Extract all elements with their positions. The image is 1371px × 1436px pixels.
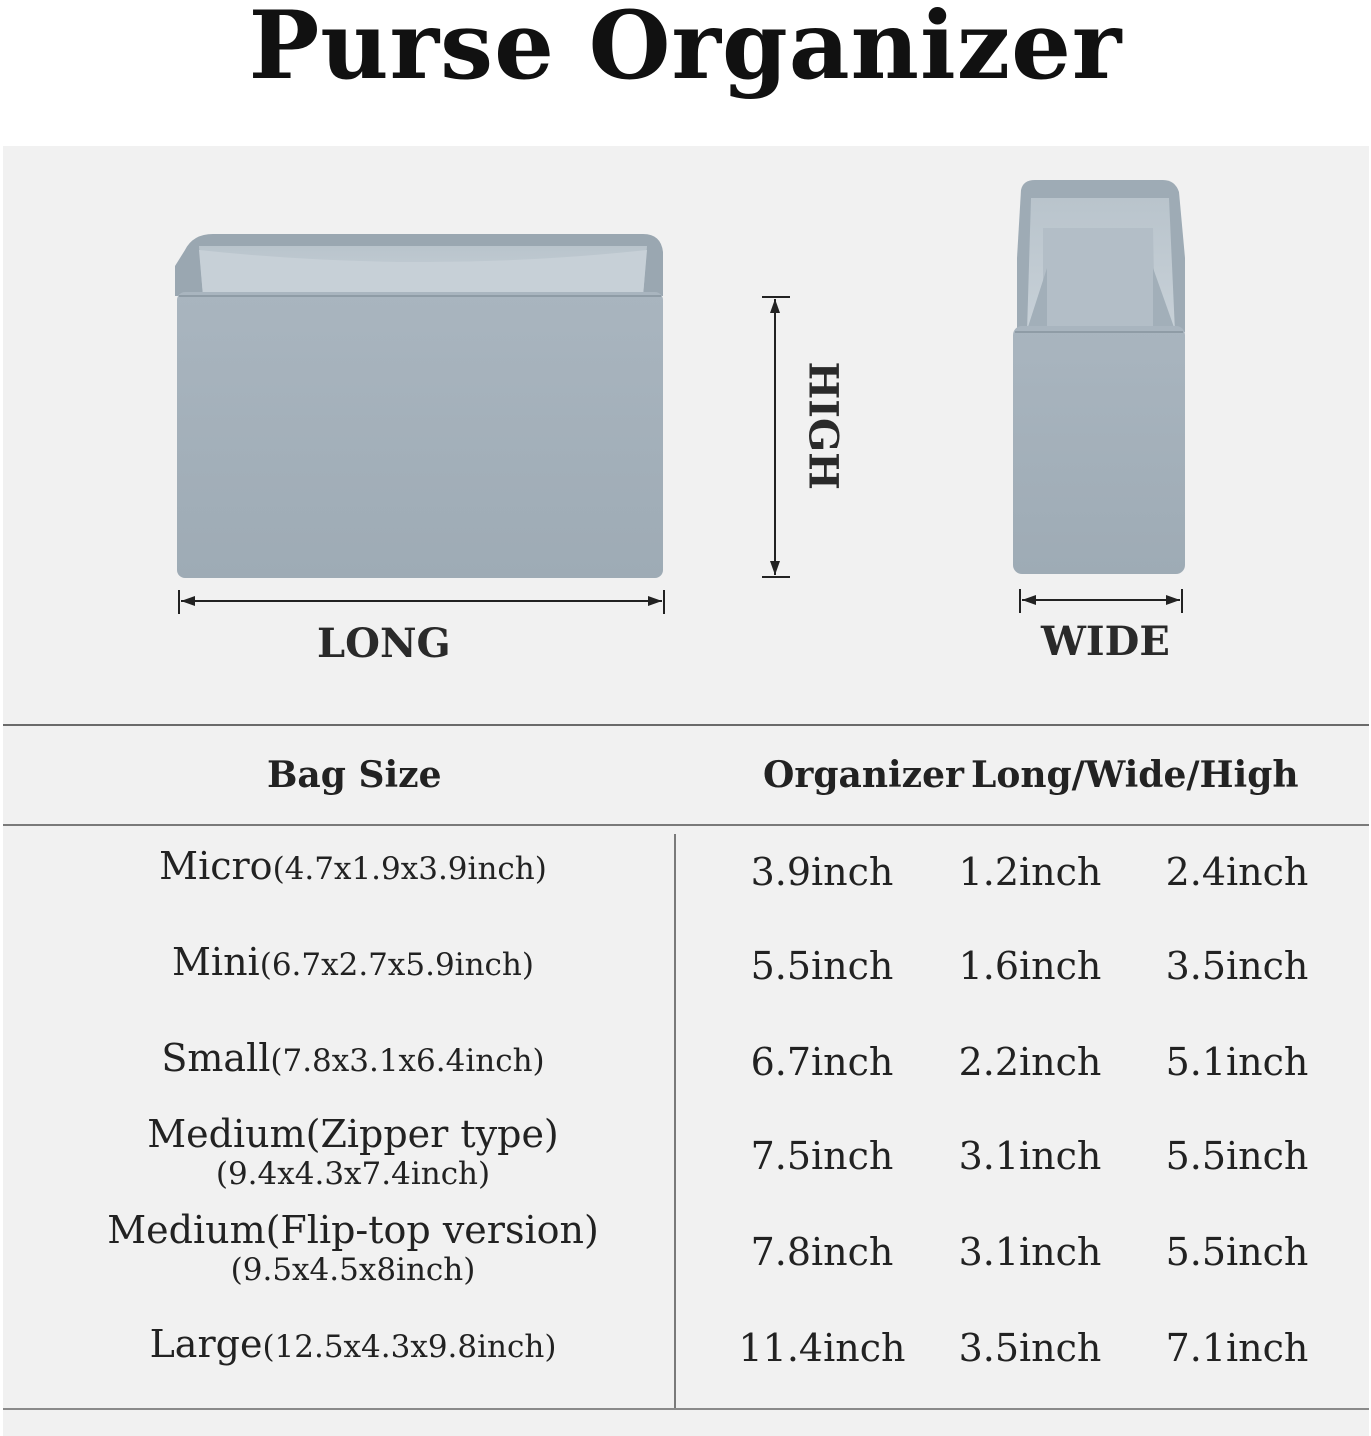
row-high: 5.5inch	[1165, 1230, 1309, 1274]
row-wide: 2.2inch	[958, 1040, 1102, 1084]
row-wide: 3.5inch	[958, 1326, 1102, 1370]
row-name: Small	[161, 1036, 271, 1080]
wide-label: WIDE	[1041, 618, 1170, 665]
row-long: 7.5inch	[750, 1134, 894, 1178]
wide-dimension-arrow	[1020, 589, 1182, 613]
page-title: Purse Organizer	[248, 0, 1123, 101]
row-size: (12.5x4.3x9.8inch)	[262, 1329, 557, 1365]
row-long: 7.8inch	[750, 1230, 894, 1274]
row-long: 6.7inch	[750, 1040, 894, 1084]
long-dimension-arrow	[179, 590, 664, 614]
row-high: 5.1inch	[1165, 1040, 1309, 1084]
row-wide: 3.1inch	[958, 1134, 1102, 1178]
high-dimension-arrow	[762, 297, 790, 577]
row-name: Medium(Zipper type)	[147, 1112, 559, 1156]
organizer-side-view	[1013, 180, 1185, 574]
content-panel	[3, 146, 1369, 1436]
long-label: LONG	[317, 620, 451, 667]
header-bag-size: Bag Size	[267, 754, 442, 796]
table-header-divider	[3, 824, 1369, 826]
header-dimensions: Long/Wide/High	[971, 754, 1299, 796]
row-high: 3.5inch	[1165, 944, 1309, 988]
row-size: (9.5x4.5x8inch)	[230, 1252, 476, 1288]
row-wide: 3.1inch	[958, 1230, 1102, 1274]
table-bottom-divider	[3, 1408, 1369, 1410]
row-high: 2.4inch	[1165, 850, 1309, 894]
row-long: 5.5inch	[750, 944, 894, 988]
row-size: (4.7x1.9x3.9inch)	[272, 851, 547, 887]
table-row-label	[3, 940, 703, 984]
row-name: Micro	[159, 844, 273, 888]
row-name: Mini	[172, 940, 260, 984]
row-wide: 1.6inch	[958, 944, 1102, 988]
organizer-front-view	[175, 234, 663, 578]
row-long: 3.9inch	[750, 850, 894, 894]
row-wide: 1.2inch	[958, 850, 1102, 894]
row-size: (7.8x3.1x6.4inch)	[270, 1043, 545, 1079]
table-row-label	[3, 1322, 703, 1366]
header-organizer: Organizer	[763, 754, 964, 796]
table-row-label	[3, 1208, 703, 1288]
row-high: 5.5inch	[1165, 1134, 1309, 1178]
table-row-label	[3, 1036, 703, 1080]
table-row-label	[3, 1112, 703, 1192]
high-label: HIGH	[799, 361, 847, 490]
table-row-label	[3, 844, 703, 888]
row-size: (9.4x4.3x7.4inch)	[215, 1156, 491, 1192]
row-name: Medium(Flip-top version)	[107, 1208, 599, 1252]
row-high: 7.1inch	[1165, 1326, 1309, 1370]
row-size: (6.7x2.7x5.9inch)	[259, 947, 534, 983]
row-long: 11.4inch	[738, 1326, 906, 1370]
table-top-divider	[3, 724, 1369, 726]
row-name: Large	[149, 1322, 263, 1366]
